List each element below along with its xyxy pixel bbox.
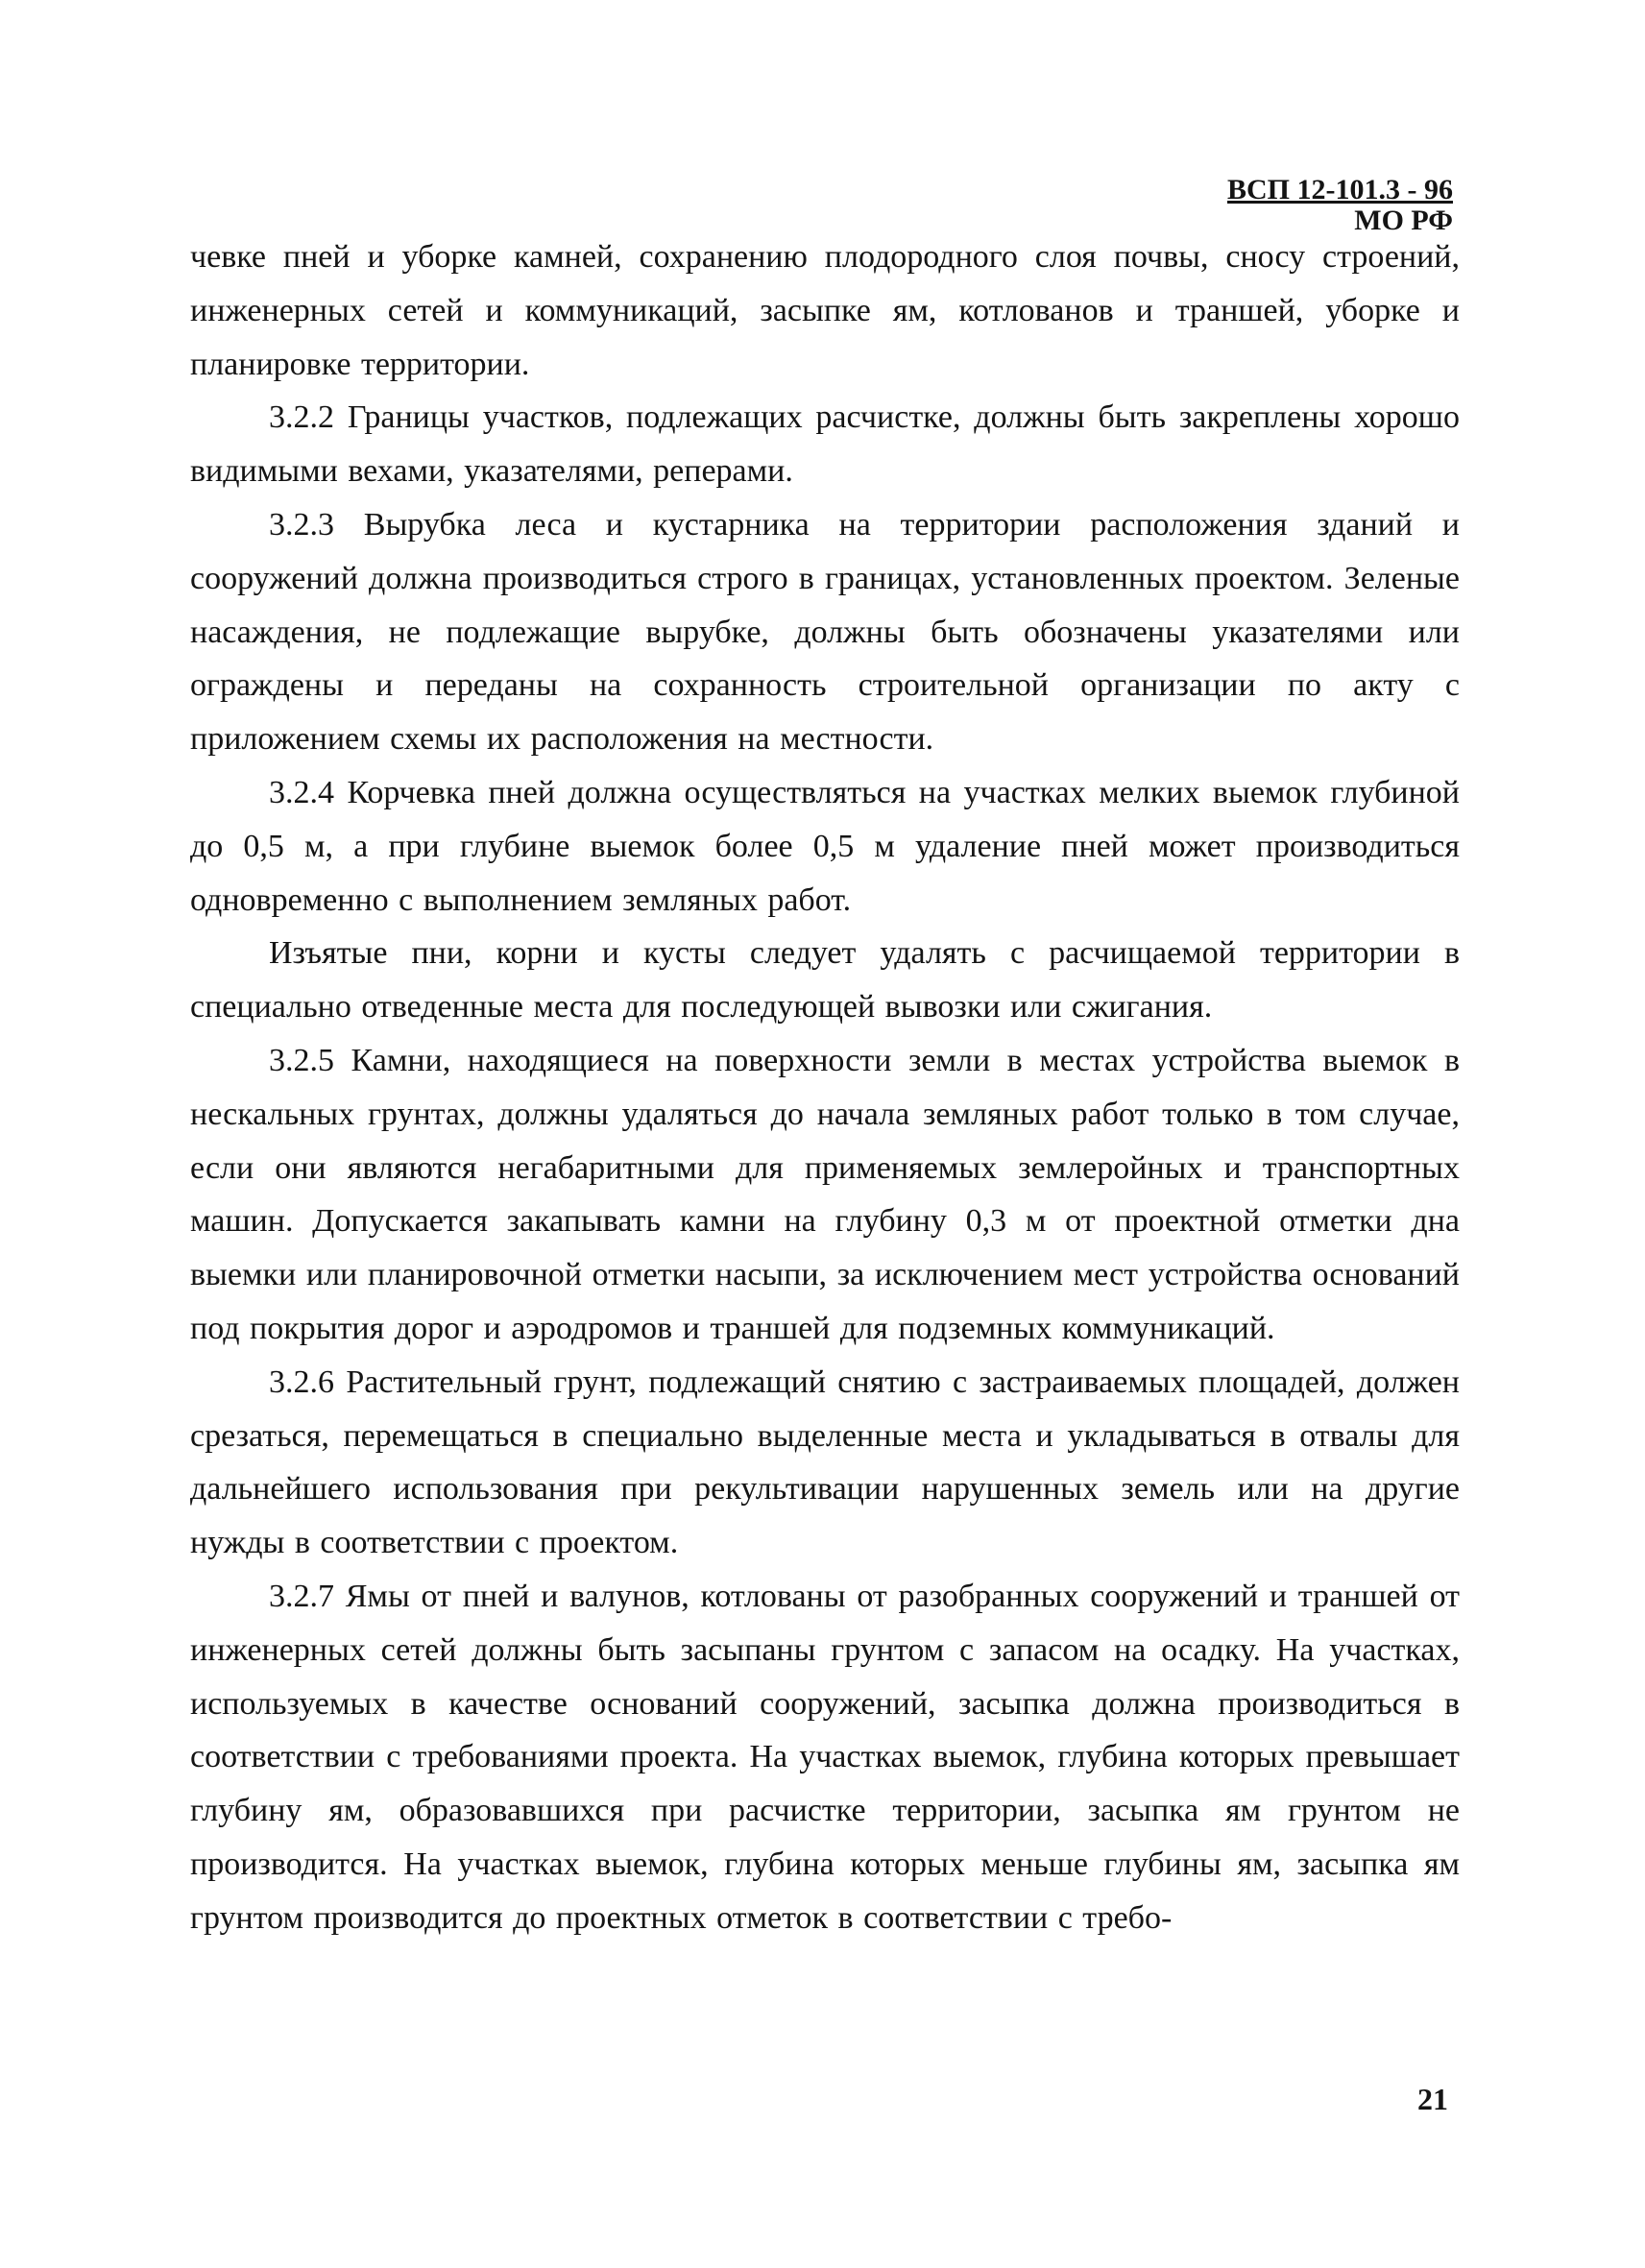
paragraph-3-2-3: 3.2.3 Вырубка леса и кустарника на территории расположения зданий и сооружений должна производиться строго в границах, установленных проектом. Зеленые насаждения, не подлежащие вырубке, должны быть обозначены указателями или ограждены и переданы на сохранность строительной организации по акту с приложением схемы их расположения на местности. xyxy=(190,506,1460,758)
paragraph-3-2-7: 3.2.7 Ямы от пней и валунов, котлованы от разобранных сооружений и траншей от инженерных сетей должны быть засыпаны грунтом с запасом на осадку. На участках, используемых в качестве оснований сооружений, засыпка должна производиться в соответствии с требованиями проекта. На участках выемок, глубина которых превышает глубину ям, образовавшихся при расчистке территории, засыпка ям грунтом не производится. На участках выемок, глубина которых меньше глубины ям, засыпка ям грунтом производится до проектных отметок в соответствии с требо- xyxy=(190,1578,1460,1936)
document-header xyxy=(1227,175,1453,236)
paragraph-continuation: чевке пней и уборке камней, сохранению плодородного слоя почвы, сносу строений, инженерных сетей и коммуникаций, засыпке ям, котлованов и траншей, уборке и планировке территории. xyxy=(190,239,1460,382)
paragraph-3-2-4: 3.2.4 Корчевка пней должна осуществляться на участках мелких выемок глубиной до 0,5 м, а при глубине выемок более 0,5 м удаление пней может производиться одновременно с выполнением земляных работ. xyxy=(190,774,1460,918)
paragraph-3-2-5: 3.2.5 Камни, находящиеся на поверхности земли в местах устройства выемок в нескальных грунтах, должны удаляться до начала земляных работ только в том случае, если они являются негабаритными для применяемых землеройных и транспортных машин. Допускается закапывать камни на глубину 0,3 м от проектной отметки дна выемки или планировочной отметки насыпи, за исключением мест устройства оснований под покрытия дорог и аэродромов и траншей для подземных коммуникаций. xyxy=(190,1042,1460,1346)
paragraph-removed-stumps: Изъятые пни, корни и кусты следует удалять с расчищаемой территории в специально отведенные места для последующей вывозки или сжигания. xyxy=(190,935,1460,1025)
document-code: ВСП 12-101.3 - 96 xyxy=(1227,174,1453,205)
paragraph-3-2-2: 3.2.2 Границы участков, подлежащих расчистке, должны быть закреплены хорошо видимыми вехами, указателями, реперами. xyxy=(190,399,1460,490)
document-body xyxy=(190,230,1460,1945)
document-organization: МО РФ xyxy=(1354,205,1453,236)
page-number: 21 xyxy=(1417,2082,1448,2116)
paragraph-3-2-6: 3.2.6 Растительный грунт, подлежащий снятию с застраиваемых площадей, должен срезаться, перемещаться в специально выделенные места и укладываться в отвалы для дальнейшего использования при рекультивации нарушенных земель или на другие нужды в соответствии с проектом. xyxy=(190,1363,1460,1561)
